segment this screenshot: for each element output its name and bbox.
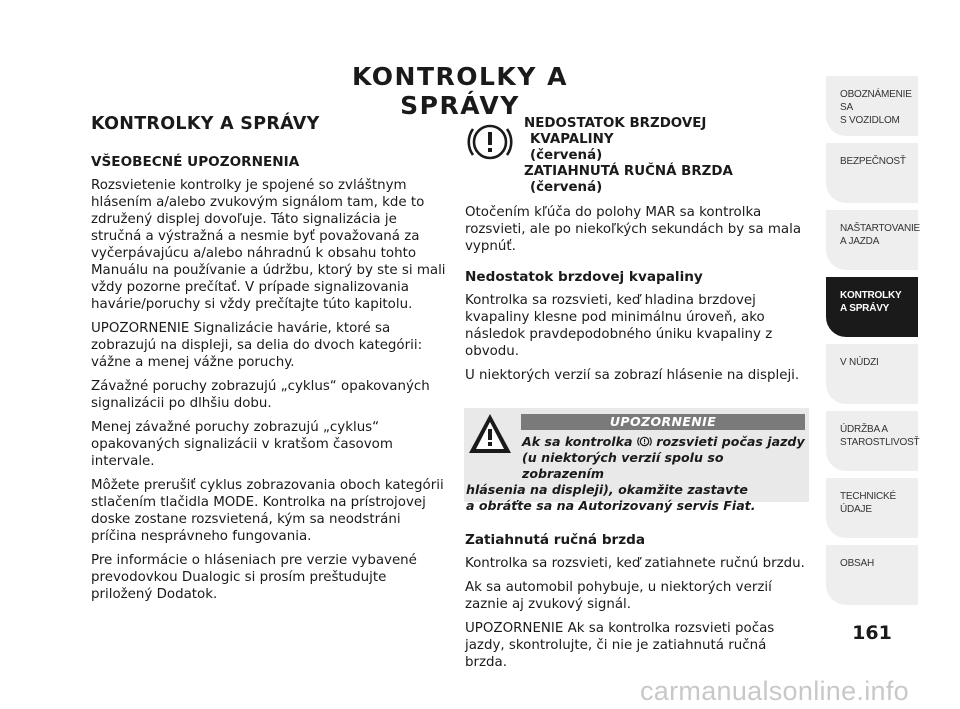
page-number: 161 bbox=[852, 622, 892, 644]
tab-technicke[interactable] bbox=[826, 478, 918, 538]
tab-obsah[interactable] bbox=[826, 545, 918, 605]
lamp-title-line: (červená) bbox=[530, 148, 603, 163]
tab-label: NAŠTARTOVANIE A JAZDA bbox=[840, 223, 921, 247]
lamp-title-line: KVAPALINY bbox=[530, 132, 614, 147]
brake-fluid-heading: Nedostatok brzdovej kvapaliny bbox=[465, 269, 703, 285]
warning-text bbox=[466, 434, 806, 514]
warning-text-line: hlásenia na displeji), okamžite zastavte bbox=[466, 482, 748, 497]
warning-text-part: Ak sa kontrolka bbox=[522, 434, 633, 449]
tab-label: BEZPEČNOSŤ bbox=[840, 156, 906, 167]
paragraph: Ak sa automobil pohybuje, u niektorých verzií zaznie aj zvukový signál. bbox=[465, 580, 772, 612]
brake-warning-icon bbox=[465, 116, 515, 166]
paragraph: Menej závažné poruchy zobrazujú „cyklus“ opakovaných signalizácii v kratšom časovom intervale. bbox=[91, 420, 393, 469]
page-title: KONTROLKY A SPRÁVY bbox=[352, 62, 568, 120]
paragraph: Môžete prerušiť cyklus zobrazovania oboch kategórii stlačením tlačidla MODE. Kontrolka na prístrojovej doske zostane rozsvietená, kým sa neodstráni príčina nesprávneho fungovania. bbox=[91, 478, 444, 544]
watermark: carmanualsonline.info bbox=[640, 676, 909, 706]
tab-bezpecnost[interactable] bbox=[826, 143, 918, 203]
tab-label: ÚDRŽBA A STAROSTLIVOSŤ bbox=[840, 424, 920, 448]
tab-udrzba[interactable] bbox=[826, 411, 918, 471]
paragraph: Kontrolka sa rozsvieti, keď zatiahnete ručnú brzdu. bbox=[465, 556, 805, 571]
tab-label: OBSAH bbox=[840, 558, 875, 569]
right-column bbox=[465, 116, 810, 678]
tab-label: KONTROLKY A SPRÁVY bbox=[840, 290, 902, 314]
tab-nastartovanie[interactable] bbox=[826, 210, 921, 270]
warning-text-line: a obráťte sa na Autorizovaný servis Fiat. bbox=[466, 498, 756, 513]
tab-label: TECHNICKÉ ÚDAJE bbox=[840, 491, 896, 515]
paragraph: Pre informácie o hláseniach pre verzie vybavené prevodovkou Dualogic si prosím preštudujte priložený Dodatok. bbox=[91, 553, 417, 602]
tab-label: V NÚDZI bbox=[840, 357, 879, 368]
warning-text-line: (u niektorých verzií spolu so zobrazením bbox=[522, 450, 724, 481]
paragraph: Rozsvietenie kontrolky je spojené so zvláštnym hlásením a/alebo zvukovým signálom tam, kde to združený displej dovoľuje. Táto signalizácia je stručná a výstražná a nesmie byť považovaná za vyčerpávajúcu a/alebo náhradnú k obsahu tohto Manuálu na používanie a údržbu, ktorý by ste si mali vždy pozorne prečítať. V prípade signalizovania havárie/poruchy si vždy prečítajte túto kapitolu. bbox=[91, 178, 446, 312]
lamp-title-line: (červená) bbox=[530, 180, 603, 195]
warning-text-part: rozsvieti počas jazdy bbox=[656, 434, 805, 449]
brake-lamp-header bbox=[465, 116, 810, 204]
paragraph: UPOZORNENIE Signalizácie havárie, ktoré sa zobrazujú na displeji, sa delia do dvoch kategórii: vážne a menej vážne poruchy. bbox=[91, 321, 423, 370]
paragraph: UPOZORNENIE Ak sa kontrolka rozsvieti počas jazdy, skontrolujte, či nie je zatiahnutá ručná brzda. bbox=[465, 621, 775, 670]
tab-label: OBOZNÁMENIE SA S VOZIDLOM bbox=[840, 89, 912, 126]
left-column bbox=[91, 116, 446, 610]
lamp-title-line: NEDOSTATOK BRZDOVEJ bbox=[524, 116, 707, 131]
tab-kontrolky-active[interactable] bbox=[826, 277, 918, 337]
paragraph: Závažné poruchy zobrazujú „cyklus“ opakovaných signalizácii po dlhšiu dobu. bbox=[91, 379, 430, 411]
tab-oboznamenie[interactable] bbox=[826, 76, 918, 136]
paragraph: Kontrolka sa rozsvieti, keď hladina brzdovej kvapaliny klesne pod minimálnu úroveň, ako následok pravdepodobného úniku kvapaliny z obvodu. bbox=[465, 293, 773, 359]
warning-box bbox=[464, 408, 809, 513]
brake-warning-icon bbox=[637, 435, 652, 448]
warning-label: UPOZORNENIE bbox=[521, 414, 805, 430]
intro-paragraph: Otočením kľúča do polohy MAR sa kontrolka rozsvieti, ale po niekoľkých sekundách by sa mala vypnúť. bbox=[465, 205, 802, 254]
section-heading: KONTROLKY A SPRÁVY bbox=[91, 114, 320, 134]
chapter-tabs bbox=[826, 76, 921, 612]
tab-v-nudzi[interactable] bbox=[826, 344, 918, 404]
lamp-title-line: ZATIAHNUTÁ RUČNÁ BRZDA bbox=[524, 164, 733, 179]
general-warnings-heading: VŠEOBECNÉ UPOZORNENIA bbox=[91, 154, 300, 170]
paragraph: U niektorých verzií sa zobrazí hlásenie na displeji. bbox=[465, 368, 800, 383]
brake-lamp-title bbox=[524, 116, 733, 196]
handbrake-heading: Zatiahnutá ručná brzda bbox=[465, 532, 646, 548]
